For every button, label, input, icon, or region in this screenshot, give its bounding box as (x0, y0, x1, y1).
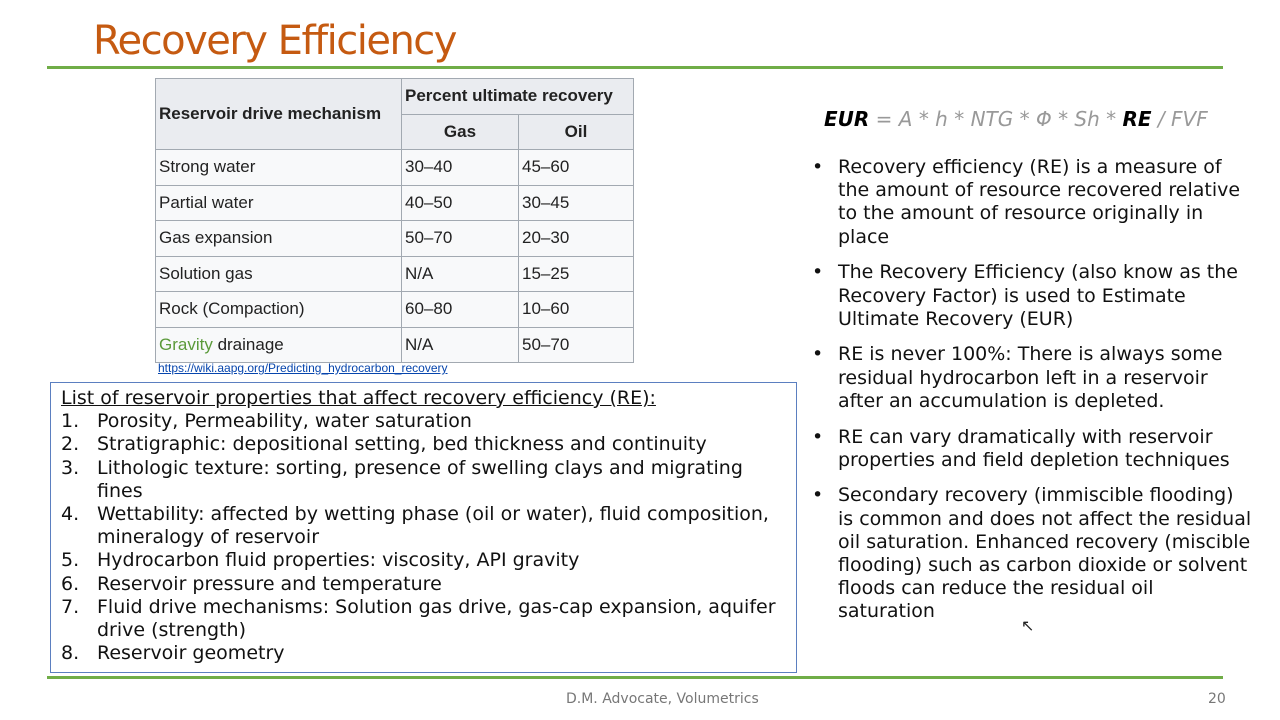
properties-list (50, 382, 797, 673)
bullet-item (812, 343, 1252, 413)
header-gas: Gas (402, 114, 519, 150)
list-item (61, 573, 786, 596)
eq-re: RE (1122, 107, 1152, 131)
list-item (61, 457, 786, 503)
bullet-icon: • (812, 484, 824, 507)
item-number: 4. (61, 503, 80, 526)
cell-gas: 30–40 (402, 150, 519, 186)
cell-mechanism (156, 221, 402, 257)
bullet-text: The Recovery Efficiency (also know as the Recovery Factor) is used to Estimate Ultimate Recovery (EUR) (838, 261, 1238, 330)
bullet-text: Recovery efficiency (RE) is a measure of the amount of resource recovered relative to the amount of resource originally in place (838, 156, 1241, 248)
bullet-icon: • (812, 261, 824, 284)
header-oil: Oil (519, 114, 634, 150)
cell-gas: 40–50 (402, 185, 519, 221)
table-row (156, 327, 634, 363)
table-row (156, 185, 634, 221)
footer-text: D.M. Advocate, Volumetrics (566, 691, 759, 707)
cell-oil: 20–30 (519, 221, 634, 257)
cell-gas: 60–80 (402, 292, 519, 328)
bullet-text: RE is never 100%: There is always some residual hydrocarbon left in a reservoir after an accumulation is depleted. (838, 343, 1223, 412)
mech-text: Rock (Compaction) (159, 299, 305, 319)
list-item (61, 642, 786, 665)
item-text: Reservoir pressure and temperature (97, 572, 442, 595)
cell-oil: 45–60 (519, 150, 634, 186)
list-item (61, 433, 786, 456)
item-number: 3. (61, 456, 80, 479)
table-row (156, 150, 634, 186)
list-item (61, 596, 786, 642)
item-number: 6. (61, 572, 80, 595)
item-text: Wettability: affected by wetting phase (oil or water), fluid composition, mineralogy of reservoir (97, 503, 769, 549)
bullet-text: RE can vary dramatically with reservoir properties and field depletion techniques (838, 425, 1230, 471)
cell-oil: 15–25 (519, 256, 634, 292)
mouse-cursor-icon: ↖ (1021, 616, 1035, 635)
footer-divider (47, 676, 1223, 679)
title-divider (47, 66, 1223, 69)
bullet-list (812, 156, 1252, 636)
bullet-icon: • (812, 425, 824, 448)
item-text: Porosity, Permeability, water saturation (97, 410, 472, 433)
item-number: 7. (61, 595, 80, 618)
item-text: Reservoir geometry (97, 642, 285, 665)
list-item (61, 549, 786, 572)
eq-end: / FVF (1151, 107, 1208, 131)
item-text: Stratigraphic: depositional setting, bed thickness and continuity (97, 433, 707, 456)
mech-text: Strong water (159, 157, 256, 177)
bullet-text: Secondary recovery (immiscible flooding) is common and does not affect the residual oil saturation. Enhanced recovery (miscible flooding) such as carbon dioxide or solvent floods can reduce the residual oil saturation (838, 484, 1252, 623)
item-number: 8. (61, 642, 80, 665)
recovery-table (155, 78, 634, 363)
item-text: Fluid drive mechanisms: Solution gas drive, gas-cap expansion, aquifer drive (strength) (97, 595, 776, 642)
bullet-item (812, 426, 1252, 472)
cell-mechanism (156, 150, 402, 186)
list-item (61, 503, 786, 549)
bullet-icon: • (812, 156, 824, 178)
table-row (156, 292, 634, 328)
item-text: Hydrocarbon fluid properties: viscosity, API gravity (97, 549, 580, 572)
header-percent: Percent ultimate recovery (402, 79, 634, 115)
eur-equation (824, 107, 1208, 131)
cell-gas: N/A (402, 327, 519, 363)
item-text: Lithologic texture: sorting, presence of swelling clays and migrating fines (97, 456, 743, 502)
item-number: 2. (61, 433, 80, 456)
bullet-item (812, 261, 1252, 331)
cell-mechanism (156, 256, 402, 292)
cell-gas: 50–70 (402, 221, 519, 257)
mech-text: Solution gas (159, 263, 253, 283)
item-number: 1. (61, 410, 80, 433)
mech-text: Partial water (159, 192, 254, 212)
cell-oil: 50–70 (519, 327, 634, 363)
table-row (156, 256, 634, 292)
bullet-item (812, 156, 1252, 249)
cell-gas: N/A (402, 256, 519, 292)
table-row (156, 221, 634, 257)
mech-link[interactable]: Gravity (159, 334, 213, 354)
header-mechanism: Reservoir drive mechanism (156, 79, 402, 150)
mech-text: Gas expansion (159, 228, 273, 248)
source-link[interactable]: https://wiki.aapg.org/Predicting_hydrocarbon_recovery (158, 361, 448, 375)
cell-mechanism (156, 327, 402, 363)
eq-eur: EUR (824, 107, 870, 131)
eq-mid: = A * h * NTG * Φ * Sh * (869, 107, 1123, 131)
bullet-item (812, 484, 1252, 623)
bullet-icon: • (812, 343, 824, 366)
mech-text: drainage (212, 334, 284, 354)
list-item (61, 410, 786, 433)
cell-oil: 10–60 (519, 292, 634, 328)
page-number: 20 (1208, 691, 1226, 707)
slide-title: Recovery Efficiency (93, 18, 456, 64)
item-number: 5. (61, 549, 80, 572)
cell-mechanism (156, 185, 402, 221)
list-heading: List of reservoir properties that affect recovery efficiency (RE): (61, 387, 656, 409)
cell-oil: 30–45 (519, 185, 634, 221)
cell-mechanism (156, 292, 402, 328)
